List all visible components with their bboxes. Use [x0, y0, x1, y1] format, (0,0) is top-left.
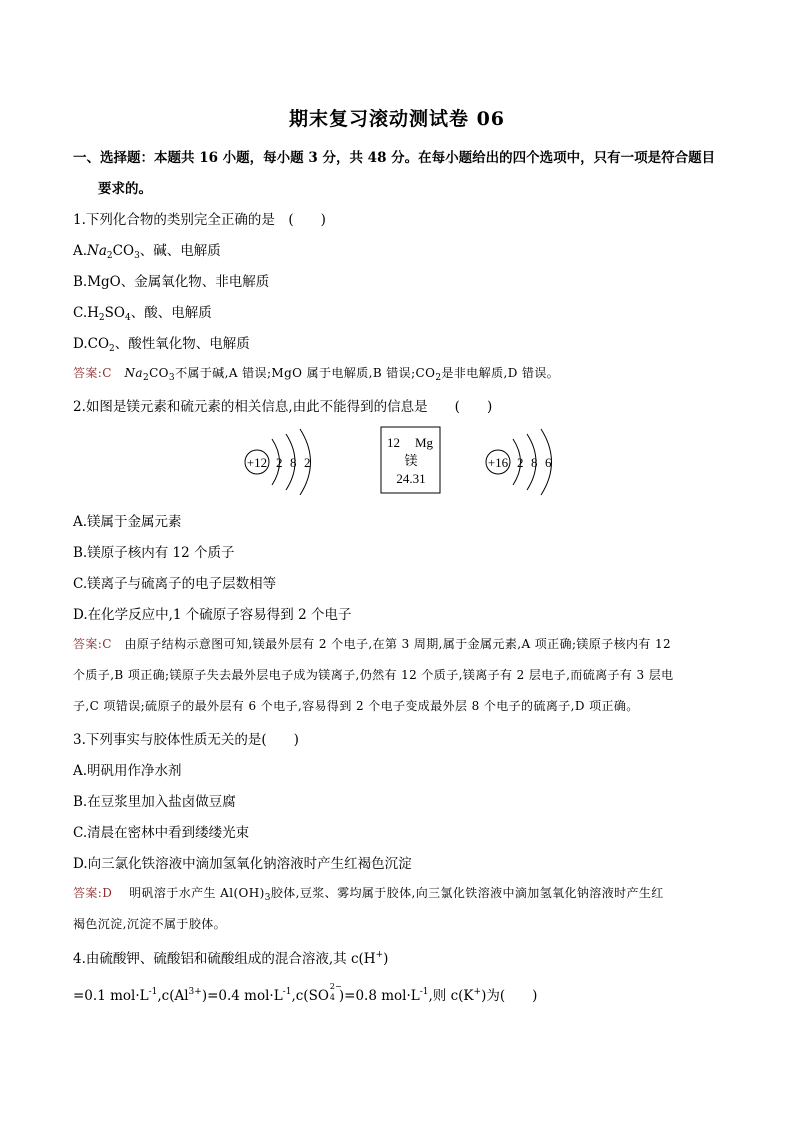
q4-l2-f: ,则 c(K — [428, 988, 474, 1004]
q1-answer-co: CO — [149, 366, 169, 380]
q3-answer-line2: 褐色沉淀,沉淀不属于胶体。 — [73, 917, 227, 931]
sulfate-ion-charge — [329, 982, 342, 1002]
q1-answer-end: 是非电解质,D 错误。 — [441, 366, 560, 380]
q4-l2-d: ,c(SO — [291, 988, 329, 1004]
page-title: 期末复习滚动测试卷 06 — [288, 108, 506, 130]
q1-answer-sub2a: 2 — [142, 373, 150, 383]
s-nucleus-label: +16 — [487, 455, 509, 470]
mg-shell-3-count: 2 — [304, 455, 311, 470]
q4-l2-sup5: + — [473, 987, 482, 997]
q2-answer-text1: 由原子结构示意图可知,镁最外层有 2 个电子,在第 3 周期,属于金属元素,A 项正确;镁原子核内有 12 — [124, 637, 672, 651]
s-shell-2-count: 8 — [531, 455, 538, 470]
q1-c-sub4: 4 — [124, 313, 131, 323]
q4-l2-e: )=0.8 mol·L — [338, 988, 420, 1004]
q2-answer-line3: 子,C 项错误;硫原子的最外层有 6 个电子,容易得到 2 个电子变成最外层 8 个电子的硫离子,D 项正确。 — [73, 699, 639, 713]
q1-option-b: B.MgO、金属氧化物、非电解质 — [73, 274, 270, 290]
q1-option-d — [73, 332, 250, 354]
s-shell-3-count: 6 — [545, 455, 552, 470]
q1-stem: 1.下列化合物的类别完全正确的是 ( ) — [73, 212, 326, 228]
q4-l2-c: )=0.4 mol·L — [201, 988, 283, 1004]
q3-answer-line1 — [73, 884, 664, 903]
q3-option-c: C.清晨在密林中看到缕缕光束 — [73, 825, 250, 841]
q1-a-co: CO — [112, 243, 135, 259]
q1-answer-sub2b: 2 — [435, 373, 442, 383]
mg-shell-2-count: 8 — [290, 455, 297, 470]
q2-answer-line2: 个质子,B 项正确;镁原子失去最外层电子成为镁离子,仍然有 12 个质子,镁离子有 2 层电子,而硫离子有 3 层电 — [73, 668, 674, 682]
q1-a-na: Na — [87, 243, 107, 259]
q3-answer-label: 答案:D — [73, 886, 113, 900]
q1-answer-mid: 不属于碱,A 错误;MgO 属于电解质,B 错误;CO — [175, 366, 436, 380]
q2-option-a: A.镁属于金属元素 — [73, 514, 182, 530]
q3-option-a: A.明矾用作净水剂 — [73, 763, 182, 779]
q3-answer-sub3: 3 — [264, 893, 271, 903]
s-atom-diagram — [486, 429, 552, 495]
q3-option-d: D.向三氯化铁溶液中滴加氢氧化钠溶液时产生红褐色沉淀 — [73, 856, 412, 872]
q1-answer-sub3: 3 — [168, 373, 176, 383]
q4-l2-sup3: -1 — [282, 987, 292, 997]
sulfate-charge: 2− — [329, 982, 342, 991]
element-name: 镁 — [404, 454, 418, 469]
q4-l2-g: )为( ) — [481, 988, 538, 1004]
s-shell-1-count: 2 — [517, 455, 524, 470]
q1-a-sub3: 3 — [134, 251, 140, 261]
q1-c-pre: C.H — [73, 305, 99, 321]
mg-nucleus-label: +12 — [246, 455, 268, 470]
section-heading-line1: 一、选择题：本题共 16 小题，每小题 3 分，共 48 分。在每小题给出的四个选项中，只有一项是符合题目 — [73, 150, 716, 166]
q2-option-b: B.镁原子核内有 12 个质子 — [73, 545, 235, 561]
q1-d-sub2: 2 — [109, 344, 115, 354]
section-heading-line2: 要求的。 — [98, 181, 152, 197]
q1-a-rest: 、碱、电解质 — [139, 243, 221, 259]
q3-answer-post: 胶体,豆浆、雾均属于胶体,向三氯化铁溶液中滴加氢氧化钠溶液时产生红 — [270, 886, 664, 900]
q3-stem: 3.下列事实与胶体性质无关的是( ) — [73, 732, 299, 748]
q1-c-sub2: 2 — [98, 313, 105, 323]
q1-a-prefix: A. — [73, 243, 88, 259]
q4-stem — [73, 947, 388, 967]
q3-option-b: B.在豆浆里加入盐卤做豆腐 — [73, 794, 236, 810]
q1-option-c — [73, 301, 212, 323]
q1-d-pre: D.CO — [73, 336, 110, 352]
q4-stem-pre: 4.由硫酸钾、硫酸铝和硫酸组成的混合溶液,其 c(H — [73, 951, 376, 967]
q4-l2-a: =0.1 mol·L — [73, 988, 149, 1004]
mg-atom-diagram — [245, 429, 311, 495]
mg-shell-1-count: 2 — [276, 455, 283, 470]
q2-answer-label: 答案:C — [73, 637, 112, 651]
q3-answer-pre: 明矾溶于水产生 Al(OH) — [129, 886, 265, 900]
q1-answer-label: 答案:C — [73, 366, 112, 380]
q1-c-so: SO — [104, 305, 125, 321]
q2-option-c: C.镁离子与硫离子的电子层数相等 — [73, 576, 277, 592]
q4-stem-line2 — [73, 984, 537, 1004]
q4-l2-sup2: 3+ — [188, 987, 202, 997]
q4-l2-b: ,c(Al — [157, 988, 189, 1004]
element-symbol: Mg — [415, 435, 434, 450]
element-atomic-number: 12 — [387, 435, 400, 450]
sulfate-subscript: 4 — [329, 993, 335, 1002]
q2-stem: 2.如图是镁元素和硫元素的相关信息,由此不能得到的信息是 ( ) — [73, 399, 493, 415]
q4-stem-post: ) — [383, 951, 389, 967]
q2-option-d: D.在化学反应中,1 个硫原子容易得到 2 个电子 — [73, 607, 352, 623]
q4-stem-sup: + — [375, 950, 384, 960]
element-atomic-mass: 24.31 — [396, 471, 426, 486]
q1-answer — [73, 364, 559, 383]
q1-a-sub: 2 — [106, 251, 113, 261]
atom-structure-diagram — [225, 425, 565, 500]
mg-element-card — [381, 427, 440, 493]
q2-answer-line1 — [73, 635, 671, 652]
q1-d-rest: 、酸性氧化物、电解质 — [114, 336, 250, 352]
q1-c-rest: 、酸、电解质 — [130, 305, 212, 321]
q1-answer-na: Na — [124, 366, 143, 380]
q4-l2-sup4: -1 — [419, 987, 429, 997]
q1-option-a — [73, 239, 221, 261]
q4-l2-sup1: -1 — [148, 987, 158, 997]
